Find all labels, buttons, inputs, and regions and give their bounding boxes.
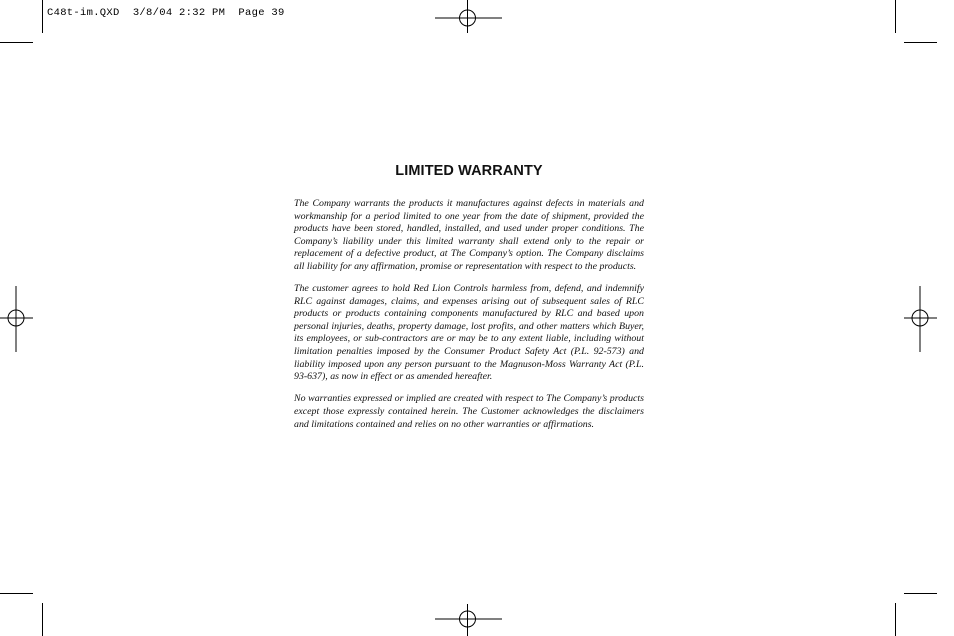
crop-mark-icon xyxy=(896,594,938,636)
page-title: LIMITED WARRANTY xyxy=(395,163,543,179)
registration-mark-icon xyxy=(435,0,502,33)
crop-mark-icon xyxy=(0,0,43,43)
registration-mark-icon xyxy=(435,604,502,636)
warranty-section xyxy=(294,163,644,441)
crop-mark-icon xyxy=(0,594,43,636)
registration-mark-icon xyxy=(904,286,937,352)
registration-mark-icon xyxy=(0,286,33,352)
indemnity-paragraph: The customer agrees to hold Red Lion Controls harmless from, defend, and indemnify RLC against damages, claims, and expenses arising out of subsequent sales of RLC products or products containing components manufactured by RLC and based upon personal injuries, deaths, property damage, lost profits, and other matters which Buyer, its employees, or sub-contractors are or may be to any extent liable, including without limitation penalties imposed by the Consumer Product Safety Act (P.L. 92-573) and liability imposed upon any person pursuant to the Magnuson-Moss Warranty Act (P.L. 93-637), as now in effect or as amended hereafter. xyxy=(294,283,644,383)
disclaimer-paragraph: No warranties expressed or implied are created with respect to The Company’s products except those expressly contained herein. The Customer acknowledges the disclaimers and limitations contained and relies on no other warranties or affirmations. xyxy=(294,393,644,430)
crop-mark-icon xyxy=(896,0,938,43)
print-slug-line: C48t-im.QXD 3/8/04 2:32 PM Page 39 xyxy=(47,7,285,19)
warranty-paragraph: The Company warrants the products it manufactures against defects in materials and workmanship for a period limited to one year from the date of shipment, provided the products have been stored, handled, installed, and used under proper conditions. The Company’s liability under this limited warranty shall extend only to the repair or replacement of a defective product, at The Company’s option. The Company disclaims all liability for any affirmation, promise or representation with respect to the products. xyxy=(294,198,644,272)
